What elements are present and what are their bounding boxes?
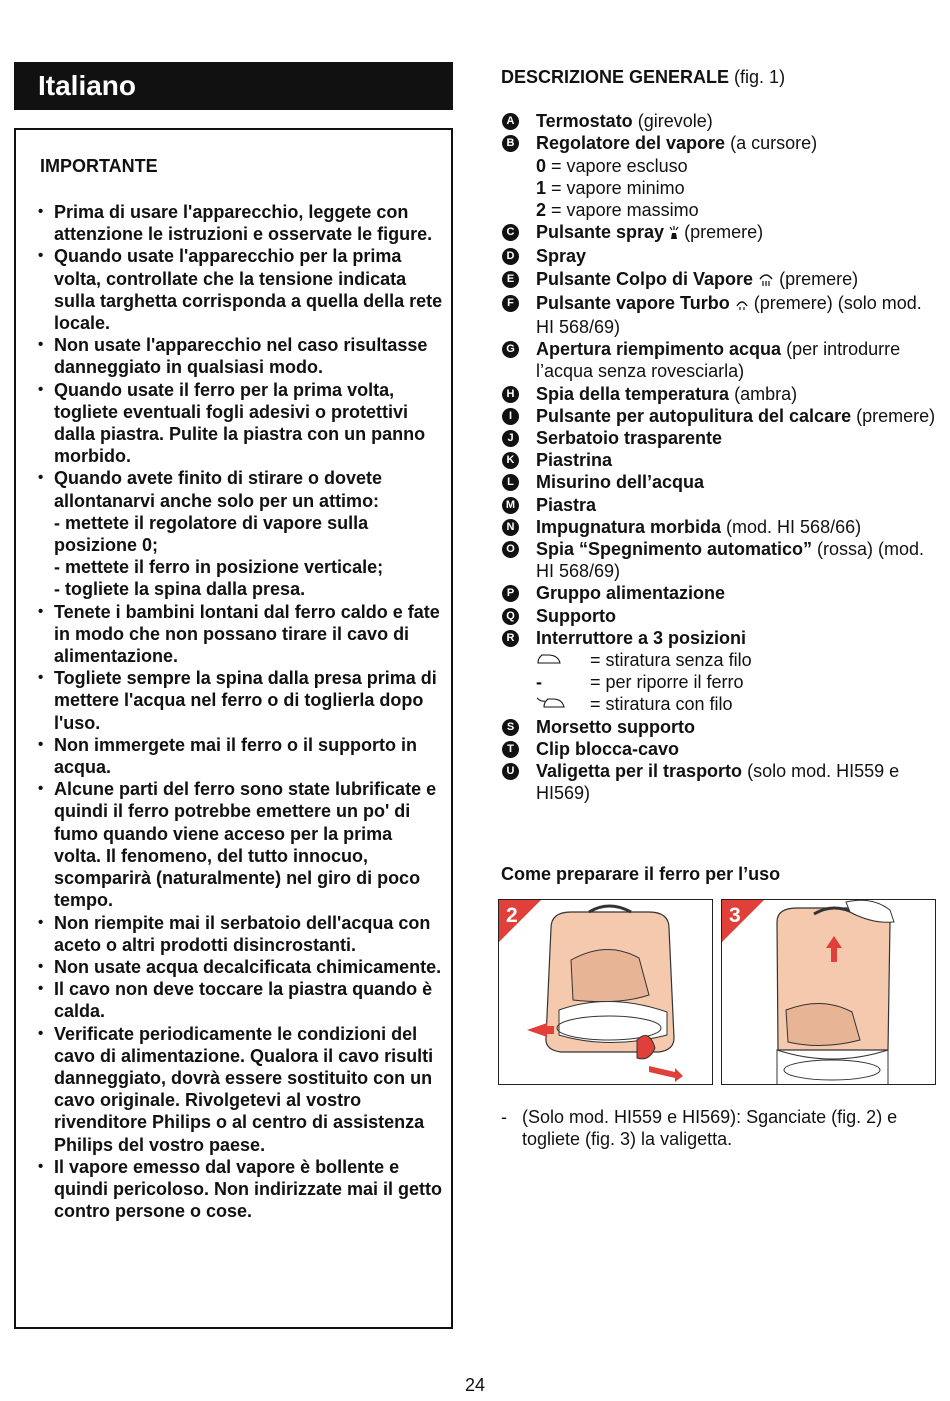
part-letter-badge: B xyxy=(502,135,519,152)
part-p xyxy=(501,582,941,604)
switch-position xyxy=(536,649,941,671)
steam-setting-value: 1 xyxy=(536,177,547,198)
part-name: Valigetta per il trasporto xyxy=(536,761,743,782)
part-name: Impugnatura morbida xyxy=(536,516,722,537)
figure-3-illustration xyxy=(722,900,936,1085)
part-description: (a cursore) xyxy=(730,133,818,154)
part-name: Clip blocca-cavo xyxy=(536,738,680,759)
part-f xyxy=(501,292,941,338)
switch-position xyxy=(536,693,941,715)
part-letter-badge: S xyxy=(502,719,519,736)
description-title-text: DESCRIZIONE GENERALE xyxy=(501,67,730,87)
figure-2-illustration xyxy=(499,900,713,1085)
part-j xyxy=(501,427,941,449)
important-item: • Non immergete mai il ferro o il supporto in acqua. xyxy=(38,734,443,778)
figure-2 xyxy=(498,899,713,1085)
part-description: (girevole) xyxy=(637,111,713,132)
part-letter-badge: K xyxy=(502,452,519,469)
important-item: • Togliete sempre la spina dalla presa prima di mettere l'acqua nel ferro o di toglierla dopo l'uso. xyxy=(38,667,443,734)
part-l xyxy=(501,471,941,493)
steam-setting xyxy=(536,155,941,177)
part-letter-badge: C xyxy=(502,224,519,241)
part-name: Interruttore a 3 posizioni xyxy=(536,627,747,648)
steam-setting xyxy=(536,177,941,199)
part-name: Piastrina xyxy=(536,450,613,471)
important-item: • Quando usate il ferro per la prima volta, togliete eventuali fogli adesivi o protettivi dalla piastra. Pulite la piastra con un panno morbido. xyxy=(38,379,443,468)
part-letter-badge: R xyxy=(502,630,519,647)
part-letter-badge: P xyxy=(502,585,519,602)
steam-setting-label: = vapore massimo xyxy=(551,200,699,221)
important-item: • Quando avete finito di stirare o dovete allontanarvi anche solo per un attimo: - mettete il regolatore di vapore sulla posizione 0; - mettete il ferro in posizione verticale; - togliete la spina dalla presa. xyxy=(38,467,443,600)
part-letter-badge: L xyxy=(502,474,519,491)
part-letter-badge: F xyxy=(502,295,519,312)
part-letter-badge: E xyxy=(502,271,519,288)
part-name: Pulsante per autopulitura del calcare xyxy=(536,405,852,426)
part-letter-badge: A xyxy=(502,113,519,130)
important-item: • Tenete i bambini lontani dal ferro caldo e fate in modo che non possano tirare il cavo di alimentazione. xyxy=(38,601,443,668)
part-name: Misurino dell’acqua xyxy=(536,472,705,493)
step-dash: - xyxy=(501,1107,507,1127)
steam-setting-value: 2 xyxy=(536,200,547,221)
switch-position-label: = stiratura senza filo xyxy=(590,650,752,671)
part-name: Regolatore del vapore xyxy=(536,133,726,154)
language-header: Italiano xyxy=(14,62,453,110)
part-name: Gruppo alimentazione xyxy=(536,583,726,604)
iron-stand xyxy=(559,1001,667,1042)
part-name: Spray xyxy=(536,246,587,267)
part-letter-badge: J xyxy=(502,430,519,447)
part-letter-badge: O xyxy=(502,541,519,558)
steam-setting-label: = vapore minimo xyxy=(551,177,685,198)
important-item: • Quando usate l'apparecchio per la prima volta, controllate che la tensione indicata sulla targhetta corrisponda a quella della rete locale. xyxy=(38,245,443,334)
important-item: • Verificate periodicamente le condizioni del cavo di alimentazione. Qualora il cavo risulti danneggiato, dovrà essere sostituito con un cavo originale. Rivolgetevi al vostro rivenditore Philips o al centro di assistenza Philips del vostro paese. xyxy=(38,1023,443,1156)
part-i xyxy=(501,405,941,427)
switch-position xyxy=(536,671,941,693)
important-title: IMPORTANTE xyxy=(40,156,158,176)
part-t xyxy=(501,738,941,760)
part-letter-badge: G xyxy=(502,341,519,358)
part-name: Pulsante spray xyxy=(536,222,665,243)
part-o xyxy=(501,538,941,582)
part-r xyxy=(501,627,941,716)
part-name: Pulsante vapore Turbo xyxy=(536,292,730,313)
part-description: (premere) xyxy=(684,222,764,243)
part-name: Supporto xyxy=(536,605,616,626)
part-description: (premere) xyxy=(856,405,936,426)
part-letter-badge: M xyxy=(502,497,519,514)
part-letter-badge: N xyxy=(502,519,519,536)
figure-reference: (fig. 1) xyxy=(734,67,786,87)
part-letter-badge: D xyxy=(502,248,519,265)
part-d xyxy=(501,245,941,267)
corded-icon xyxy=(536,693,590,715)
switch-symbol: - xyxy=(536,672,542,693)
part-name: Apertura riempimento acqua xyxy=(536,339,782,360)
important-box xyxy=(14,128,453,1329)
part-letter-badge: Q xyxy=(502,608,519,625)
steam-setting-value: 0 xyxy=(536,155,547,176)
release-arrow-right xyxy=(649,1066,683,1082)
description-title xyxy=(501,66,941,88)
steam-setting xyxy=(536,199,941,221)
part-name: Termostato xyxy=(536,111,633,132)
part-s xyxy=(501,716,941,738)
turbo-steam-icon xyxy=(735,294,749,316)
case-handle xyxy=(589,906,631,912)
part-m xyxy=(501,494,941,516)
part-letter-badge: U xyxy=(502,763,519,780)
part-n xyxy=(501,516,941,538)
step-text: (Solo mod. HI559 e HI569): Sganciate (fig. 2) e togliete (fig. 3) la valigetta. xyxy=(522,1107,898,1150)
important-item: • Alcune parti del ferro sono state lubrificate e quindi il ferro potrebbe emettere un po' di fumo quando viene acceso per la prima volta. Il fenomeno, del tutto innocuo, scomparirà (naturalmente) nel giro di poco tempo. xyxy=(38,778,443,911)
figure-number: 2 xyxy=(506,904,518,927)
part-description: (premere) (solo mod. HI 568/69) xyxy=(536,292,922,338)
part-name: Morsetto supporto xyxy=(536,716,695,737)
iron-body xyxy=(571,949,649,1001)
parts-list xyxy=(501,110,941,804)
switch-position-label: = stiratura con filo xyxy=(590,694,733,715)
spray-icon xyxy=(669,223,679,245)
step-instruction xyxy=(501,1106,941,1150)
part-description: (ambra) xyxy=(734,383,798,404)
part-a xyxy=(501,110,941,132)
part-name: Spia della temperatura xyxy=(536,383,730,404)
part-description: (rossa) (mod. HI 568/69) xyxy=(536,539,925,582)
important-item: • Prima di usare l'apparecchio, leggete con attenzione le istruzioni e osservate le figure. xyxy=(38,201,443,245)
part-letter-badge: H xyxy=(502,386,519,403)
important-item: • Non riempite mai il serbatoio dell'acqua con aceto o altri prodotti disincrostanti. xyxy=(38,912,443,956)
part-e xyxy=(501,268,941,292)
steam-shot-icon xyxy=(758,270,774,292)
part-name: Spia “Spegnimento automatico” xyxy=(536,539,813,560)
part-description: (per introdurre l’acqua senza rovesciarla) xyxy=(536,339,901,382)
part-c xyxy=(501,221,941,245)
steam-setting-label: = vapore escluso xyxy=(551,155,688,176)
part-q xyxy=(501,605,941,627)
cordless-icon xyxy=(536,649,590,671)
part-g xyxy=(501,338,941,382)
important-item: • Il vapore emesso dal vapore è bollente e quindi pericoloso. Non indirizzate mai il getto contro persone o cose. xyxy=(38,1156,443,1223)
part-name: Piastra xyxy=(536,494,597,515)
part-letter-badge: I xyxy=(502,408,519,425)
important-item: • Il cavo non deve toccare la piastra quando è calda. xyxy=(38,978,443,1022)
important-list xyxy=(38,201,443,1222)
part-u xyxy=(501,760,941,804)
switch-position-label: = per riporre il ferro xyxy=(590,672,744,693)
important-item: • Non usate l'apparecchio nel caso risultasse danneggiato in qualsiasi modo. xyxy=(38,334,443,378)
part-name: Pulsante Colpo di Vapore xyxy=(536,268,754,289)
page-number: 24 xyxy=(464,1375,486,1395)
part-name: Serbatoio trasparente xyxy=(536,428,723,449)
figure-number: 3 xyxy=(729,904,741,927)
part-letter-badge: T xyxy=(502,741,519,758)
preparation-title: Come preparare il ferro per l’uso xyxy=(501,864,781,884)
part-description: (solo mod. HI559 e HI569) xyxy=(536,761,900,804)
important-item: • Non usate acqua decalcificata chimicamente. xyxy=(38,956,443,978)
part-k xyxy=(501,449,941,471)
part-b xyxy=(501,132,941,221)
part-description: (premere) xyxy=(779,268,859,289)
figure-3 xyxy=(721,899,936,1085)
general-description xyxy=(501,66,941,805)
part-description: (mod. HI 568/66) xyxy=(726,516,862,537)
part-h xyxy=(501,383,941,405)
